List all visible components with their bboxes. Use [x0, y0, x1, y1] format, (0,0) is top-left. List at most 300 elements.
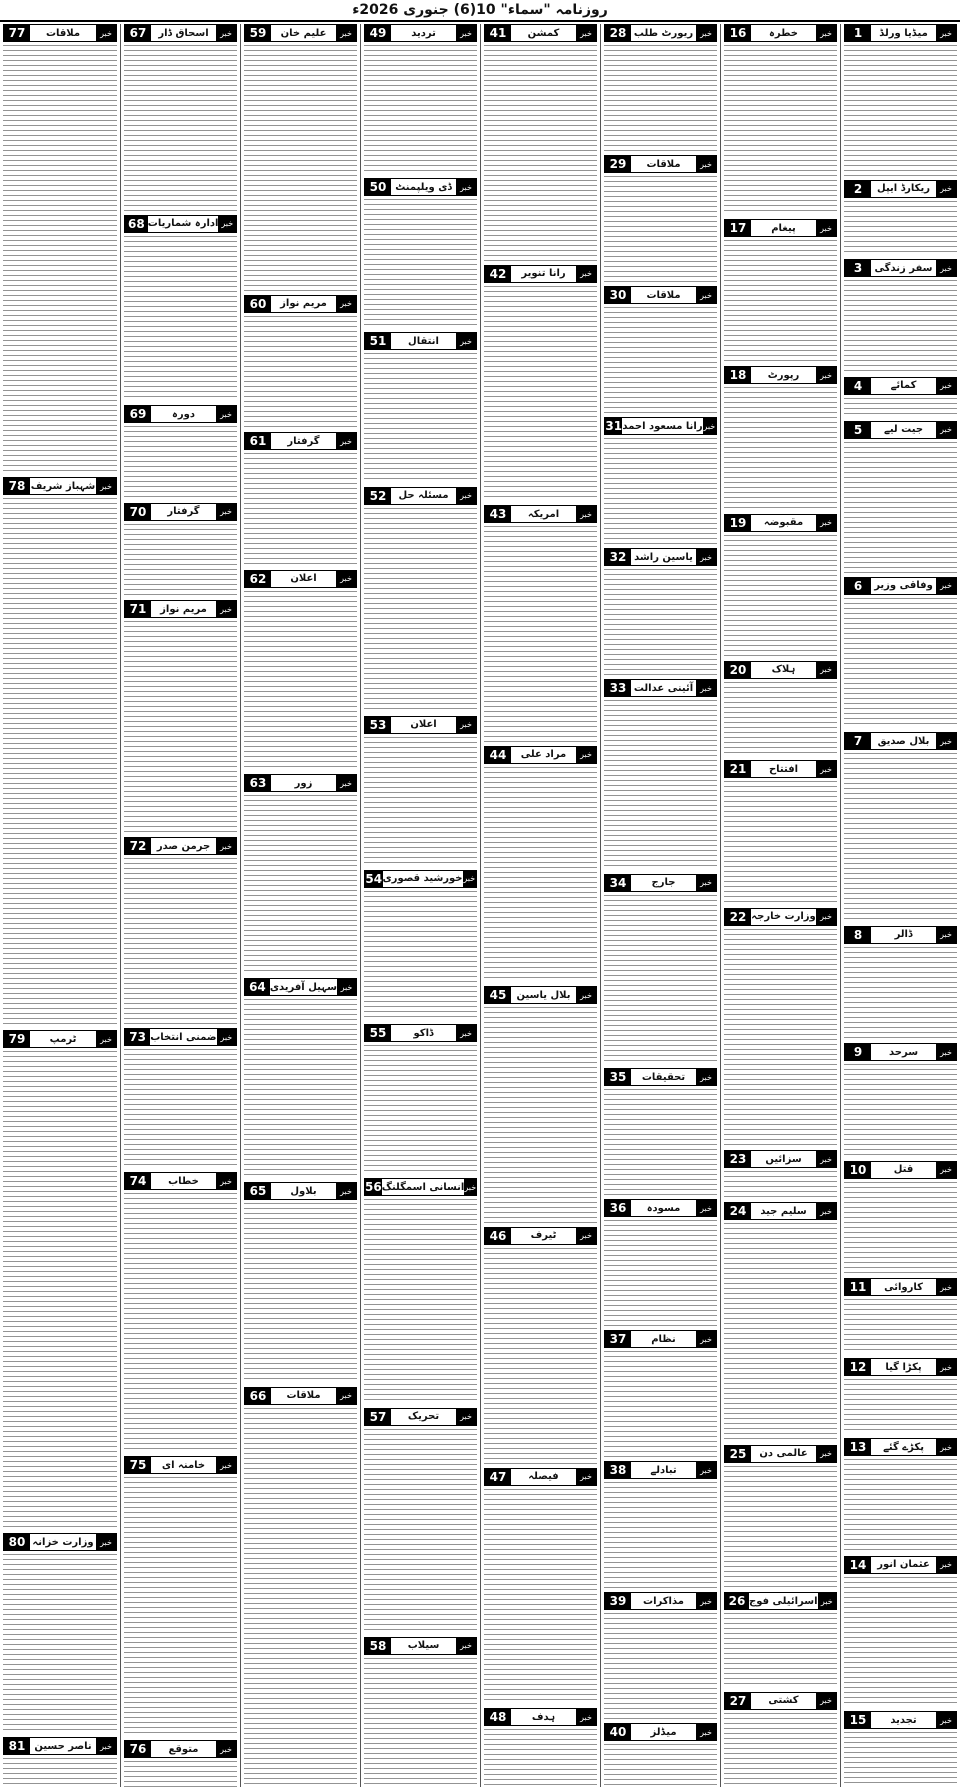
- news-story: [124, 215, 237, 402]
- story-number: 75: [125, 1457, 151, 1473]
- story-number: 80: [4, 1534, 30, 1550]
- story-body-text: [844, 753, 957, 921]
- story-tag-label: خبر: [456, 717, 476, 733]
- story-tag-label: خبر: [816, 1203, 836, 1219]
- story-number: 6: [845, 578, 871, 594]
- story-body-text: [604, 1613, 717, 1719]
- news-story: [724, 908, 837, 1147]
- story-body-text: [724, 682, 837, 757]
- story-headline-box: [124, 215, 237, 233]
- story-headline: مسودہ: [646, 1202, 681, 1214]
- story-number: 21: [725, 761, 751, 777]
- story-headline-box: [724, 908, 837, 926]
- story-headline: مذاکرات: [643, 1595, 684, 1607]
- story-headline: ڈاکو: [413, 1027, 434, 1039]
- story-body-text: [844, 1299, 957, 1354]
- story-headline: امریکہ: [527, 508, 560, 520]
- story-number: 12: [845, 1359, 871, 1375]
- story-number: 50: [365, 179, 391, 195]
- story-headline-box: [484, 265, 597, 283]
- story-headline: کشتی: [768, 1695, 799, 1706]
- story-tag-label: خبر: [696, 875, 716, 891]
- story-number: 33: [605, 680, 631, 696]
- story-number: 7: [845, 733, 871, 749]
- story-headline: خطرہ: [768, 27, 799, 39]
- news-story: [724, 661, 837, 757]
- story-number: 10: [845, 1162, 871, 1178]
- story-body-text: [244, 795, 357, 974]
- story-body-text: [604, 569, 717, 675]
- story-body-text: [844, 45, 957, 176]
- news-story: [3, 1737, 117, 1787]
- story-headline-box: [3, 1737, 117, 1755]
- news-story: [244, 570, 357, 770]
- news-story: [844, 1438, 957, 1552]
- story-headline: ہدف: [531, 1711, 556, 1723]
- story-tag-label: خبر: [216, 406, 236, 422]
- story-body-text: [844, 1577, 957, 1708]
- story-number: 76: [125, 1741, 151, 1757]
- story-tag-label: خبر: [703, 418, 716, 434]
- story-headline: ضمنی انتخاب: [150, 1031, 217, 1043]
- story-headline-box: [484, 986, 597, 1004]
- news-story: [364, 1178, 477, 1403]
- story-number: 61: [245, 433, 271, 449]
- story-tag-label: خبر: [936, 1162, 956, 1178]
- story-headline-box: [604, 1330, 717, 1348]
- story-number: 13: [845, 1439, 871, 1455]
- story-tag-label: خبر: [936, 422, 956, 438]
- story-headline: خورشید قصوری: [382, 873, 463, 885]
- story-number: 73: [125, 1029, 150, 1045]
- story-headline: انسانی اسمگلنگ: [381, 1181, 465, 1193]
- story-headline: جیت لیے: [883, 424, 924, 436]
- story-tag-label: خبر: [936, 181, 956, 197]
- story-body-text: [604, 176, 717, 282]
- story-body-text: [244, 999, 357, 1178]
- news-story: [844, 259, 957, 373]
- news-story: [484, 1468, 597, 1705]
- story-number: 2: [845, 181, 871, 197]
- story-number: 32: [605, 549, 631, 565]
- story-headline: رانا مسعود احمد: [622, 420, 703, 432]
- story-headline: سیلاب: [407, 1640, 440, 1652]
- story-body-text: [124, 426, 237, 498]
- story-tag-label: خبر: [96, 1738, 116, 1754]
- story-tag-label: خبر: [336, 1183, 356, 1199]
- story-tag-label: خبر: [576, 506, 596, 522]
- story-body-text: [244, 45, 357, 291]
- story-headline: افتتاح: [768, 763, 799, 775]
- story-tag-label: خبر: [456, 1025, 476, 1041]
- story-body-text: [844, 1064, 957, 1157]
- story-body-text: [364, 353, 477, 482]
- story-headline-box: [484, 1227, 597, 1245]
- news-story: [604, 1461, 717, 1588]
- news-story: [484, 505, 597, 742]
- story-headline: ناصر حسین: [34, 1740, 92, 1752]
- story-headline: تحقیقات: [641, 1071, 686, 1083]
- story-tag-label: خبر: [217, 1029, 236, 1045]
- story-number: 9: [845, 1044, 871, 1060]
- story-headline: ادارہ شماریات: [147, 218, 219, 230]
- news-column: [840, 24, 960, 1787]
- story-body-text: [604, 45, 717, 151]
- story-headline-box: [724, 366, 837, 384]
- news-story: [844, 926, 957, 1040]
- story-number: 30: [605, 287, 631, 303]
- story-number: 46: [485, 1228, 511, 1244]
- story-headline-box: [844, 1043, 957, 1061]
- story-headline-box: [604, 1723, 717, 1741]
- story-body-text: [844, 442, 957, 573]
- story-body-text: [844, 398, 957, 417]
- story-headline-box: [844, 24, 957, 42]
- story-number: 65: [245, 1183, 271, 1199]
- story-body-text: [124, 858, 237, 1024]
- story-headline-box: [724, 514, 837, 532]
- story-headline-box: [364, 487, 477, 505]
- story-headline-box: [124, 1740, 237, 1758]
- news-story: [364, 1637, 477, 1787]
- story-body-text: [844, 280, 957, 373]
- story-body-text: [484, 526, 597, 742]
- story-number: 56: [365, 1180, 382, 1195]
- story-number: 53: [365, 717, 391, 733]
- story-tag-label: خبر: [96, 478, 116, 494]
- story-headline-box: [484, 1708, 597, 1726]
- story-headline-box: [604, 1068, 717, 1086]
- story-body-text: [484, 45, 597, 261]
- story-number: 60: [245, 296, 271, 312]
- story-body-text: [244, 1408, 357, 1787]
- story-headline-box: [604, 679, 717, 697]
- story-body-text: [3, 1758, 117, 1787]
- story-body-text: [484, 767, 597, 983]
- story-headline-box: [244, 978, 357, 996]
- story-headline-box: [3, 1030, 117, 1048]
- story-tag-label: خبر: [936, 378, 956, 394]
- story-body-text: [244, 316, 357, 428]
- story-headline-box: [844, 1278, 957, 1296]
- story-tag-label: خبر: [216, 601, 236, 617]
- news-story: [844, 1278, 957, 1354]
- news-story: [604, 548, 717, 675]
- story-headline: مریم نواز: [160, 603, 207, 615]
- story-body-text: [604, 1220, 717, 1326]
- news-story: [604, 1723, 717, 1787]
- story-headline: تردید: [411, 27, 436, 39]
- story-number: 67: [125, 25, 151, 41]
- story-headline-box: [484, 505, 597, 523]
- news-story: [844, 24, 957, 176]
- story-body-text: [364, 199, 477, 328]
- story-headline: علیم خان: [280, 27, 327, 39]
- story-headline: ملاقات: [286, 1390, 321, 1402]
- story-tag-label: خبر: [696, 1724, 716, 1740]
- story-number: 74: [125, 1173, 151, 1189]
- story-headline-box: [724, 24, 837, 42]
- story-tag-label: خبر: [456, 179, 476, 195]
- story-headline: ملاقات: [646, 158, 681, 170]
- story-headline-box: [724, 661, 837, 679]
- news-story: [124, 24, 237, 211]
- story-headline: شہباز شریف: [30, 480, 96, 492]
- story-body-text: [844, 201, 957, 256]
- news-story: [724, 1202, 837, 1441]
- story-headline: سرحد: [888, 1046, 919, 1058]
- news-column: [0, 24, 120, 1787]
- story-body-text: [124, 524, 237, 596]
- story-headline-box: [724, 1592, 837, 1610]
- story-number: 18: [725, 367, 751, 383]
- story-tag-label: خبر: [818, 1593, 837, 1609]
- story-body-text: [724, 240, 837, 362]
- story-body-text: [604, 307, 717, 413]
- news-story: [724, 24, 837, 215]
- story-body-text: [364, 45, 477, 174]
- news-story: [124, 1172, 237, 1452]
- story-headline-box: [484, 24, 597, 42]
- story-headline-box: [244, 774, 357, 792]
- news-story: [604, 286, 717, 413]
- story-headline: مسئلہ حل: [398, 490, 449, 502]
- story-number: 68: [125, 216, 148, 232]
- news-story: [844, 180, 957, 256]
- story-body-text: [3, 498, 117, 1026]
- story-body-text: [724, 45, 837, 215]
- story-body-text: [124, 236, 237, 402]
- story-tag-label: خبر: [216, 25, 236, 41]
- story-number: 11: [845, 1279, 871, 1295]
- story-tag-label: خبر: [456, 1409, 476, 1425]
- story-tag-label: خبر: [456, 25, 476, 41]
- story-headline-box: [604, 1461, 717, 1479]
- story-body-text: [724, 1223, 837, 1441]
- story-headline: وزارت خزانہ: [32, 1536, 94, 1548]
- story-headline: تحریک: [407, 1411, 440, 1423]
- news-story: [604, 24, 717, 151]
- story-tag-label: خبر: [456, 488, 476, 504]
- story-tag-label: خبر: [216, 1173, 236, 1189]
- story-headline: ملاقات: [646, 289, 681, 301]
- story-number: 63: [245, 775, 271, 791]
- news-story: [844, 577, 957, 729]
- story-body-text: [3, 1051, 117, 1529]
- story-number: 59: [245, 25, 271, 41]
- story-tag-label: خبر: [96, 25, 116, 41]
- story-headline-box: [844, 732, 957, 750]
- story-body-text: [3, 1554, 117, 1733]
- story-body-text: [3, 45, 117, 473]
- story-headline-box: [604, 417, 717, 435]
- story-headline-box: [724, 1692, 837, 1710]
- story-number: 15: [845, 1712, 871, 1728]
- story-body-text: [364, 1045, 477, 1174]
- story-headline: ہلاک: [771, 664, 796, 676]
- story-headline: ٹرمپ: [49, 1033, 77, 1045]
- story-headline: کمشن: [527, 27, 560, 39]
- story-body-text: [124, 1049, 237, 1168]
- news-story: [244, 1387, 357, 1787]
- story-number: 36: [605, 1200, 631, 1216]
- story-headline-box: [604, 286, 717, 304]
- story-body-text: [724, 1466, 837, 1588]
- story-body-text: [604, 895, 717, 1065]
- story-body-text: [124, 1477, 237, 1736]
- story-tag-label: خبر: [96, 1031, 116, 1047]
- story-headline-box: [724, 1150, 837, 1168]
- story-tag-label: خبر: [696, 549, 716, 565]
- story-body-text: [364, 1429, 477, 1633]
- news-story: [844, 732, 957, 921]
- story-headline-box: [844, 1161, 957, 1179]
- story-body-text: [604, 1744, 717, 1787]
- story-tag-label: خبر: [936, 260, 956, 276]
- story-number: 70: [125, 504, 151, 520]
- story-headline-box: [364, 178, 477, 196]
- story-headline-box: [124, 1456, 237, 1474]
- story-headline: اسرائیلی فوج: [749, 1595, 818, 1607]
- news-story: [244, 432, 357, 565]
- story-tag-label: خبر: [336, 296, 356, 312]
- story-number: 71: [125, 601, 151, 617]
- story-tag-label: خبر: [456, 333, 476, 349]
- story-headline: فیصلہ: [528, 1471, 559, 1483]
- story-headline-box: [844, 1358, 957, 1376]
- story-headline-box: [3, 477, 117, 495]
- news-story: [604, 155, 717, 282]
- story-body-text: [484, 1489, 597, 1705]
- story-tag-label: خبر: [216, 1457, 236, 1473]
- story-number: 43: [485, 506, 511, 522]
- story-headline-box: [844, 1438, 957, 1456]
- story-number: 45: [485, 987, 511, 1003]
- story-headline: مقبوضہ: [763, 517, 804, 528]
- story-tag-label: خبر: [218, 216, 236, 232]
- story-body-text: [724, 387, 837, 509]
- story-headline: سفر زندگی: [874, 262, 933, 274]
- story-headline: آئینی عدالت: [633, 682, 694, 694]
- story-tag-label: خبر: [816, 909, 836, 925]
- news-story: [3, 24, 117, 473]
- story-headline: متوقع: [168, 1743, 199, 1755]
- story-body-text: [724, 535, 837, 657]
- story-number: 28: [605, 25, 631, 41]
- story-tag-label: خبر: [696, 1462, 716, 1478]
- story-body-text: [124, 1761, 237, 1787]
- story-body-text: [604, 1482, 717, 1588]
- story-headline: انتقال: [408, 335, 439, 347]
- story-number: 35: [605, 1069, 631, 1085]
- news-story: [124, 405, 237, 498]
- story-headline-box: [844, 377, 957, 395]
- news-story: [124, 1456, 237, 1736]
- news-story: [844, 421, 957, 573]
- story-tag-label: خبر: [936, 1439, 956, 1455]
- story-tag-label: خبر: [336, 571, 356, 587]
- news-story: [604, 874, 717, 1065]
- story-headline-box: [484, 1468, 597, 1486]
- story-tag-label: خبر: [576, 25, 596, 41]
- story-number: 37: [605, 1331, 631, 1347]
- news-story: [244, 774, 357, 974]
- news-story: [364, 332, 477, 482]
- news-story: [124, 1028, 237, 1168]
- story-number: 47: [485, 1469, 511, 1485]
- news-story: [3, 477, 117, 1026]
- story-number: 38: [605, 1462, 631, 1478]
- story-number: 16: [725, 25, 751, 41]
- story-body-text: [844, 598, 957, 729]
- story-body-text: [844, 947, 957, 1040]
- news-story: [364, 178, 477, 328]
- story-number: 4: [845, 378, 871, 394]
- story-number: 29: [605, 156, 631, 172]
- story-body-text: [364, 1658, 477, 1787]
- story-body-text: [844, 1732, 957, 1787]
- story-tag-label: خبر: [576, 987, 596, 1003]
- story-tag-label: خبر: [816, 1693, 836, 1709]
- story-headline-box: [124, 600, 237, 618]
- story-body-text: [364, 508, 477, 712]
- story-headline-box: [844, 926, 957, 944]
- story-headline: سہیل آفریدی: [269, 981, 337, 993]
- news-story: [3, 1533, 117, 1733]
- story-tag-label: خبر: [576, 1469, 596, 1485]
- story-headline-box: [244, 1387, 357, 1405]
- story-number: 23: [725, 1151, 751, 1167]
- story-number: 44: [485, 747, 511, 763]
- story-body-text: [244, 591, 357, 770]
- story-tag-label: خبر: [96, 1534, 116, 1550]
- story-headline: زور: [294, 777, 313, 789]
- news-story: [364, 1024, 477, 1174]
- story-headline-box: [604, 24, 717, 42]
- story-body-text: [244, 453, 357, 565]
- news-story: [604, 417, 717, 544]
- news-story: [124, 503, 237, 596]
- news-story: [604, 679, 717, 870]
- story-headline: وفاقی وزیر: [874, 580, 933, 592]
- story-number: 41: [485, 25, 511, 41]
- story-number: 22: [725, 909, 751, 925]
- news-story: [724, 366, 837, 509]
- news-story: [724, 1692, 837, 1787]
- story-body-text: [124, 45, 237, 211]
- story-headline-box: [844, 577, 957, 595]
- news-story: [724, 1592, 837, 1688]
- story-headline: عالمی دن: [759, 1448, 808, 1460]
- story-headline: سزائیں: [765, 1153, 802, 1165]
- story-number: 77: [4, 25, 30, 41]
- story-tag-label: خبر: [336, 433, 356, 449]
- story-number: 3: [845, 260, 871, 276]
- story-headline: خامنہ ای: [161, 1459, 206, 1471]
- news-story: [244, 295, 357, 428]
- story-headline-box: [364, 1024, 477, 1042]
- story-headline-box: [364, 24, 477, 42]
- story-headline-box: [124, 1172, 237, 1190]
- story-number: 24: [725, 1203, 751, 1219]
- story-tag-label: خبر: [816, 1446, 836, 1462]
- story-tag-label: خبر: [936, 1359, 956, 1375]
- story-body-text: [724, 1171, 837, 1198]
- story-tag-label: خبر: [336, 775, 356, 791]
- story-number: 25: [725, 1446, 751, 1462]
- story-headline: اعلان: [410, 719, 437, 731]
- story-headline: ڈی ویلپمنٹ: [395, 181, 452, 193]
